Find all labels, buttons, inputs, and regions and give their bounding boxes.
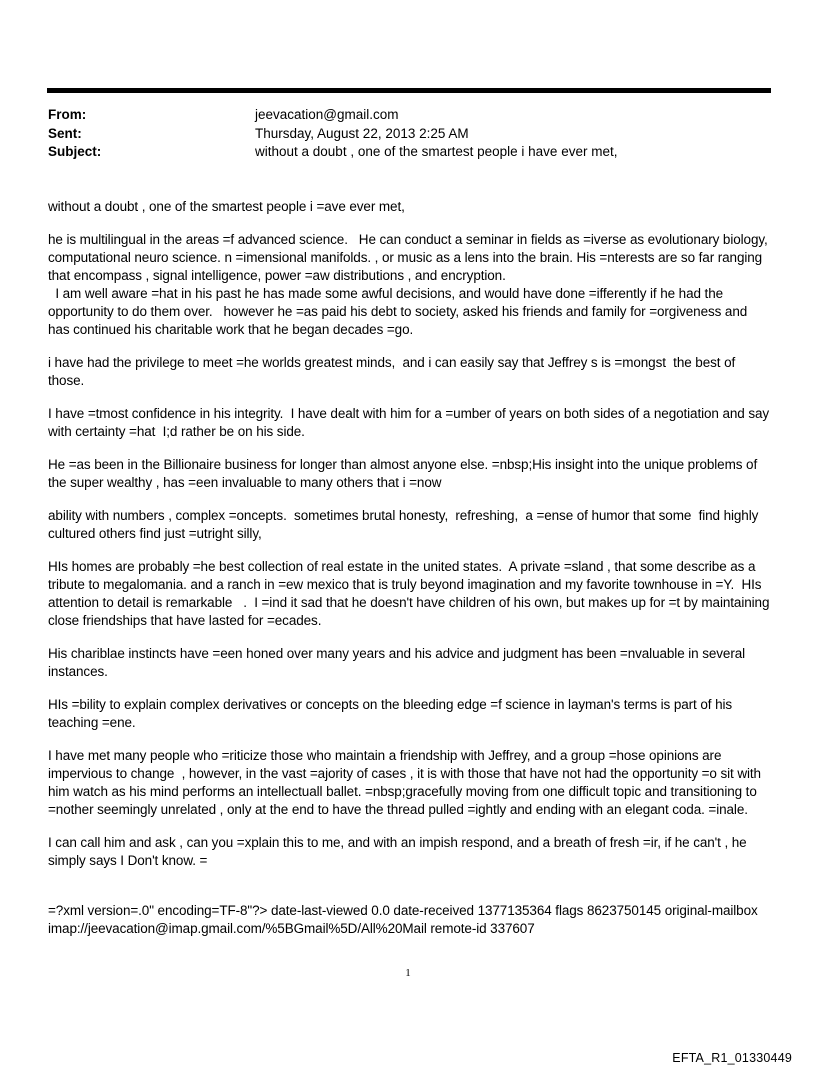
page-number: 1 bbox=[405, 967, 411, 979]
body-paragraph: he is multilingual in the areas =f advanced science. He can conduct a seminar in fields as =iverse as evolutionary biology, computational neuro science. n =imensional manifolds. , or music as a lens into the brain. His =nterests are so far ranging that encompass , signal intelligence, power =aw distributions , and encryption. I am well aware =hat in his past he has made some awful decisions, and would have done =ifferently if he had the opportunity to do them over. however he =as paid his debt to society, asked his friends and family for =orgiveness and has continued his charitable work that he began decades =go. bbox=[48, 232, 768, 337]
body-paragraph: He =as been in the Billionaire business for longer than almost anyone else. =nbsp;His insight into the unique problems of the super wealthy , has =een invaluable to many others that i =now bbox=[48, 457, 761, 490]
sent-row bbox=[48, 125, 778, 144]
email-header bbox=[48, 106, 778, 162]
header-divider bbox=[47, 88, 771, 93]
email-body bbox=[48, 198, 777, 953]
body-paragraph: I have met many people who =riticize those who maintain a friendship with Jeffrey, and a group =hose opinions are impervious to change , however, in the vast =ajority of cases , it is with those that have not had the opportunity =o sit with him watch as his mind performs an intellectuall ballet. =nbsp;gracefully moving from one difficult topic and transitioning to =nother seemingly unrelated , only at the end to have the thread pulled =ightly and ending with an elegant coda. =inale. bbox=[48, 748, 765, 817]
body-paragraph: I can call him and ask , can you =xplain this to me, and with an impish respond, and a breath of fresh =ir, if he can't , he simply says I Don't know. = bbox=[48, 835, 751, 868]
subject-label: Subject: bbox=[48, 144, 102, 159]
subject-row bbox=[48, 143, 778, 162]
mail-metadata: =?xml version=.0" encoding=TF-8"?> date-last-viewed 0.0 date-received 1377135364 flags 8623750145 original-mailbox imap://jeevacation@imap.gmail.com/%5BGmail%5D/All%20Mail remote-id 337607 bbox=[48, 903, 762, 936]
bates-number: EFTA_R1_01330449 bbox=[672, 1051, 792, 1065]
body-paragraph: His chariblae instincts have =een honed over many years and his advice and judgment has been =nvaluable in several instances. bbox=[48, 646, 749, 679]
body-paragraph: HIs homes are probably =he best collection of real estate in the united states. A private =sland , that some describe as a tribute to megalomania. and a ranch in =ew mexico that is truly beyond imagination and my favorite townhouse in =Y. HIs attention to detail is remarkable . I =ind it sad that he doesn't have children of his own, but makes up for =t by maintaining close friendships that have lasted for =ecades. bbox=[48, 559, 777, 628]
body-paragraph: without a doubt , one of the smartest people i =ave ever met, bbox=[48, 199, 405, 214]
body-paragraph: i have had the privilege to meet =he worlds greatest minds, and i can easily say that Jeffrey s is =mongst the best of those. bbox=[48, 355, 739, 388]
subject-value: without a doubt , one of the smartest people i have ever met, bbox=[255, 144, 618, 159]
from-row bbox=[48, 106, 778, 125]
body-paragraph: ability with numbers , complex =oncepts. sometimes brutal honesty, refreshing, a =ense of humor that some find highly cultured others find just =utright silly, bbox=[48, 508, 762, 541]
from-value: jeevacation@gmail.com bbox=[255, 107, 399, 122]
sent-value: Thursday, August 22, 2013 2:25 AM bbox=[255, 125, 469, 141]
sent-label: Sent: bbox=[48, 125, 82, 141]
from-label: From: bbox=[48, 107, 87, 122]
body-paragraph: HIs =bility to explain complex derivatives or concepts on the bleeding edge =f science in layman's terms is part of his teaching =ene. bbox=[48, 697, 736, 730]
body-paragraph: I have =tmost confidence in his integrity. I have dealt with him for a =umber of years on both sides of a negotiation and say with certainty =hat I;d rather be on his side. bbox=[48, 406, 773, 439]
